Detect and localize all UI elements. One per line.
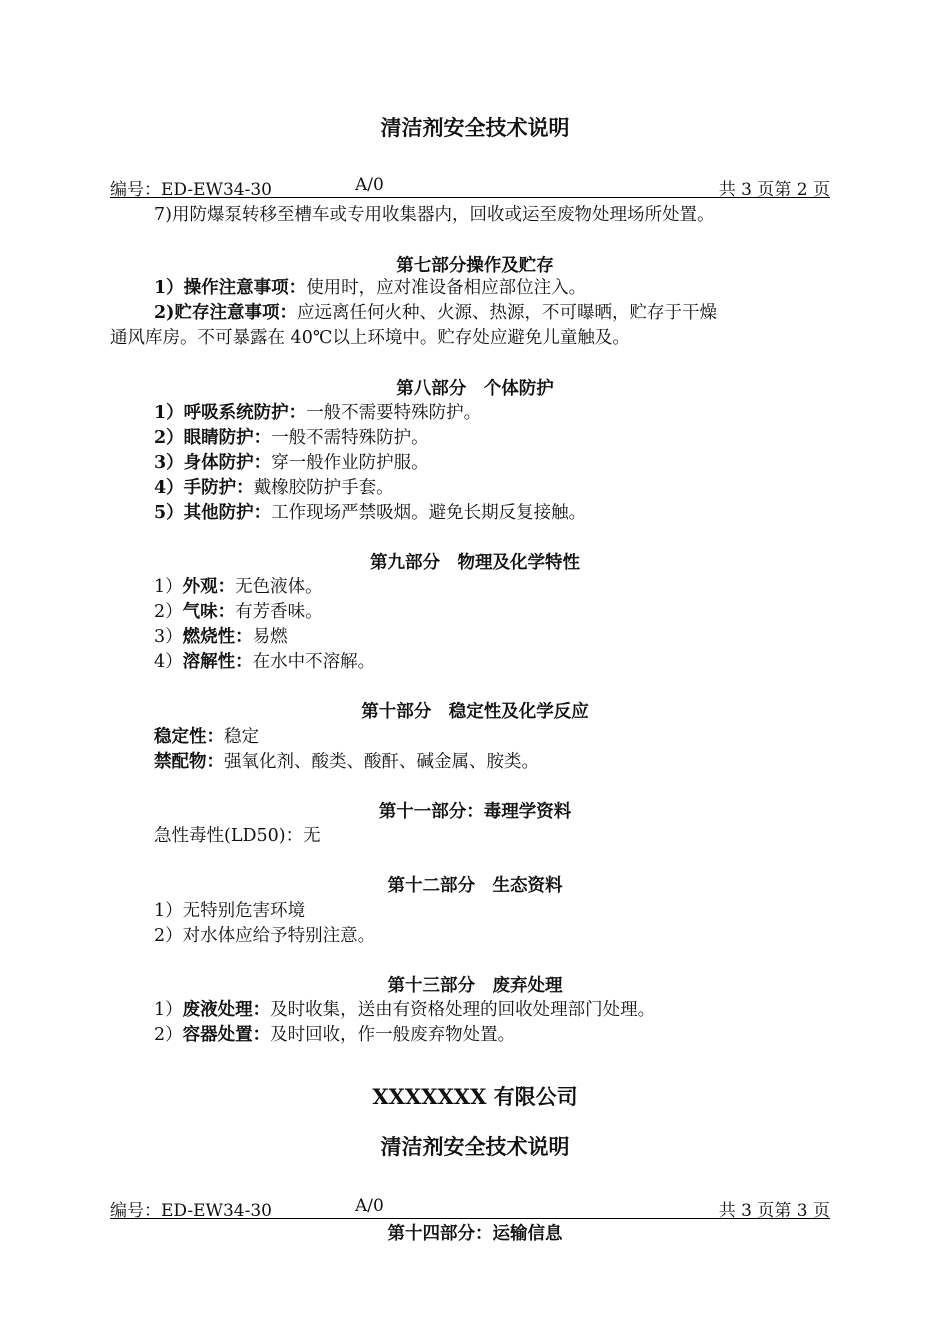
item-text: 在水中不溶解。	[252, 652, 376, 672]
item-label: 气味：	[182, 602, 236, 622]
doc-number: 编号：ED-EW34-30	[110, 180, 272, 200]
doc-revision: A/0	[355, 1196, 384, 1216]
section-8-title: 第八部分 个体防护	[396, 379, 554, 399]
document-title: 清洁剂安全技术说明	[380, 1134, 570, 1159]
item-text: 强氧化剂、酸类、酸酐、碱金属、胺类。	[224, 752, 539, 772]
item-label: 4）手防护：	[154, 478, 254, 498]
item-label: 废液处理：	[182, 1000, 271, 1020]
item-label: 3）身体防护：	[154, 453, 272, 473]
item-label: 5）其他防护：	[154, 503, 272, 523]
list-item	[154, 573, 323, 598]
list-item	[154, 274, 586, 299]
item-text: 稳定	[224, 727, 259, 747]
list-item: 2）对水体应给予特别注意。	[154, 926, 376, 946]
item-text: 易燃	[252, 627, 288, 647]
section-11-title: 第十一部分：毒理学资料	[378, 802, 572, 822]
item-text: 有芳香味。	[235, 602, 323, 622]
page-indicator: 共 3 页第 2 页	[718, 180, 830, 200]
section-9-title: 第九部分 物理及化学特性	[370, 553, 580, 573]
item-text: 及时收集，送由有资格处理的回收处理部门处理。	[270, 1000, 656, 1020]
list-item	[154, 723, 259, 748]
doc-number: 编号：ED-EW34-30	[110, 1201, 272, 1221]
company-name: XXXXXXX 有限公司	[372, 1084, 578, 1109]
list-item	[154, 299, 717, 324]
item-text: 戴橡胶防护手套。	[253, 478, 394, 498]
item-text: 工作现场严禁吸烟。避免长期反复接触。	[271, 503, 587, 523]
list-item	[154, 748, 539, 773]
item-label: 燃烧性：	[182, 627, 253, 647]
spill-step-7: 7)用防爆泵转移至槽车或专用收集器内，回收或运至废物处理场所处置。	[154, 205, 715, 225]
item-label: 容器处置：	[182, 1025, 271, 1045]
doc-revision: A/0	[355, 175, 384, 195]
item-number: 1）	[154, 577, 183, 597]
list-item	[154, 449, 429, 474]
item-text: 一般不需特殊防护。	[271, 428, 429, 448]
item-label: 禁配物：	[154, 752, 224, 772]
list-item	[154, 598, 323, 623]
item-text: 穿一般作业防护服。	[271, 453, 429, 473]
item-label: 1）操作注意事项：	[154, 278, 307, 298]
section-10-title: 第十部分 稳定性及化学反应	[361, 702, 589, 722]
toxicity-text: 急性毒性(LD50)：无	[154, 826, 321, 846]
item-number: 4）	[154, 652, 183, 672]
item-label: 外观：	[182, 577, 236, 597]
item-label: 稳定性：	[154, 727, 224, 747]
item-label: 2)贮存注意事项：	[154, 303, 297, 323]
item-continuation: 通风库房。不可暴露在 40℃以上环境中。贮存处应避免儿童触及。	[110, 328, 630, 348]
section-14-title: 第十四部分：运输信息	[387, 1224, 563, 1244]
document-header	[110, 1196, 830, 1219]
item-label: 溶解性：	[182, 652, 253, 672]
item-text: 无色液体。	[235, 577, 323, 597]
item-label: 1）呼吸系统防护：	[154, 403, 307, 423]
section-13-title: 第十三部分 废弃处理	[387, 976, 563, 996]
list-item: 1）无特别危害环境	[154, 901, 306, 921]
section-12-title: 第十二部分 生态资料	[387, 876, 563, 896]
list-item	[154, 399, 481, 424]
item-label: 2）眼睛防护：	[154, 428, 272, 448]
item-number: 2）	[154, 1025, 183, 1045]
list-item	[154, 1021, 515, 1046]
list-item	[154, 499, 586, 524]
item-number: 3）	[154, 627, 183, 647]
list-item	[154, 996, 655, 1021]
page-indicator: 共 3 页第 3 页	[718, 1201, 830, 1221]
item-number: 2）	[154, 602, 183, 622]
item-number: 1）	[154, 1000, 183, 1020]
item-text: 一般不需要特殊防护。	[306, 403, 482, 423]
list-item	[154, 623, 288, 648]
item-text: 及时回收，作一般废弃物处置。	[270, 1025, 516, 1045]
list-item	[154, 424, 429, 449]
item-text: 应远离任何火种、火源、热源，不可曝晒，贮存于干燥	[296, 303, 717, 323]
list-item	[154, 474, 394, 499]
list-item	[154, 648, 375, 673]
document-header	[110, 175, 830, 198]
section-7-title: 第七部分操作及贮存	[396, 256, 554, 276]
document-title: 清洁剂安全技术说明	[380, 115, 570, 140]
item-text: 使用时，应对准设备相应部位注入。	[306, 278, 587, 298]
